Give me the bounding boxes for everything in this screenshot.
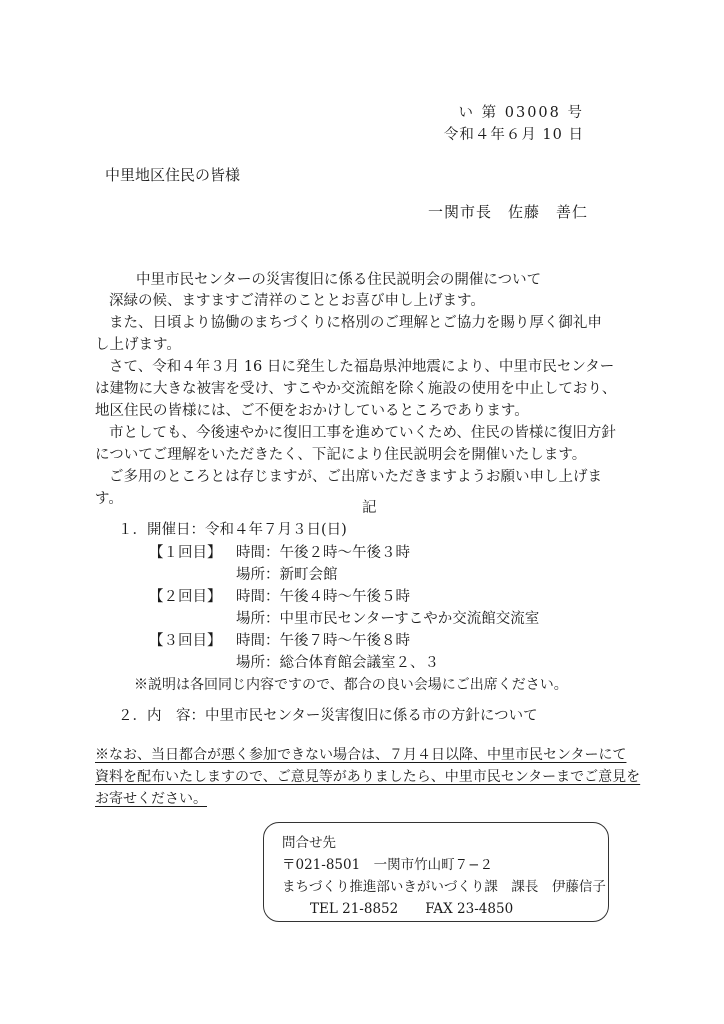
subject-title: 中里市民センターの災害復旧に係る住民説明会の開催について (136, 272, 542, 288)
text-line: 深緑の候、ますますご清祥のこととお喜び申し上げます。 (109, 293, 485, 309)
contact-box (263, 822, 609, 922)
session-2-label: 【２回目】 (149, 589, 222, 605)
text-line: についてご理解をいただきたく、下記により住民説明会を開催いたします。 (95, 447, 587, 463)
addressee: 中里地区住民の皆様 (105, 166, 241, 184)
session-1-time: 時間：午後２時～午後３時 (236, 545, 410, 561)
text-line: す。 (95, 491, 123, 507)
session-3-label: 【３回目】 (149, 633, 222, 649)
contact-address: 〒021-8501 一関市竹山町７−２ (282, 857, 493, 873)
session-3-time: 時間：午後７時～午後８時 (236, 633, 410, 649)
reference-number: い 第 03008 号 (458, 105, 584, 121)
contact-title: 問合せ先 (282, 835, 336, 851)
session-note: ※説明は各回同じ内容ですので、都合の良い会場にご出席ください。 (134, 677, 568, 693)
text-line: また、日頃より協働のまちづくりに格別のご理解とご協力を賜り厚く御礼申 (109, 315, 602, 331)
contact-department: まちづくり推進部いきがいづくり課 課長 伊藤信子 (282, 879, 606, 895)
text-line: は建物に大きな被害を受け、すこやか交流館を除く施設の使用を中止しており、 (95, 381, 617, 397)
sender: 一関市長 佐藤 善仁 (428, 203, 589, 221)
session-3-place: 場所：総合体育館会議室２、３ (236, 655, 439, 671)
paragraph-restoration (95, 422, 635, 466)
issue-date: 令和４年６月 10 日 (443, 127, 584, 143)
paragraph-thanks (95, 312, 635, 356)
paragraph-earthquake (95, 356, 635, 422)
session-2-time: 時間：午後４時～午後５時 (236, 589, 410, 605)
paragraph-greeting (95, 290, 635, 312)
text-line: し上げます。 (95, 337, 181, 353)
item2-content: ２．内 容：中里市民センター災害復旧に係る市の方針について (118, 708, 538, 724)
session-1-label: 【１回目】 (149, 545, 222, 561)
item1-heading: １．開催日：令和４年７月３日(日) (118, 522, 347, 538)
contact-phone-fax: TEL 21-8852 FAX 23-4850 (310, 901, 514, 917)
text-line: 市としても、今後速やかに復旧工事を進めていくため、住民の皆様に復旧方針 (109, 425, 616, 441)
text-line: ご多用のところとは存じますが、ご出席いただきますようお願い申し上げま (109, 469, 602, 485)
notice-line: ※なお、当日都合が悪く参加できない場合は、７月４日以降、中里市民センターにて (95, 747, 627, 763)
ki-heading: 記 (362, 500, 377, 516)
session-1-place: 場所：新町会館 (236, 567, 338, 583)
text-line: 地区住民の皆様には、ご不便をおかけしているところであります。 (95, 403, 529, 419)
notice-line: 資料を配布いたしますので、ご意見等がありましたら、中里市民センターまでご意見を (95, 769, 641, 785)
notice (95, 744, 641, 810)
text-line: さて、令和４年３月 16 日に発生した福島県沖地震により、中里市民センター (109, 359, 615, 375)
session-2-place: 場所：中里市民センターすこやか交流館交流室 (236, 611, 540, 627)
notice-line: お寄せください。 (95, 791, 207, 807)
